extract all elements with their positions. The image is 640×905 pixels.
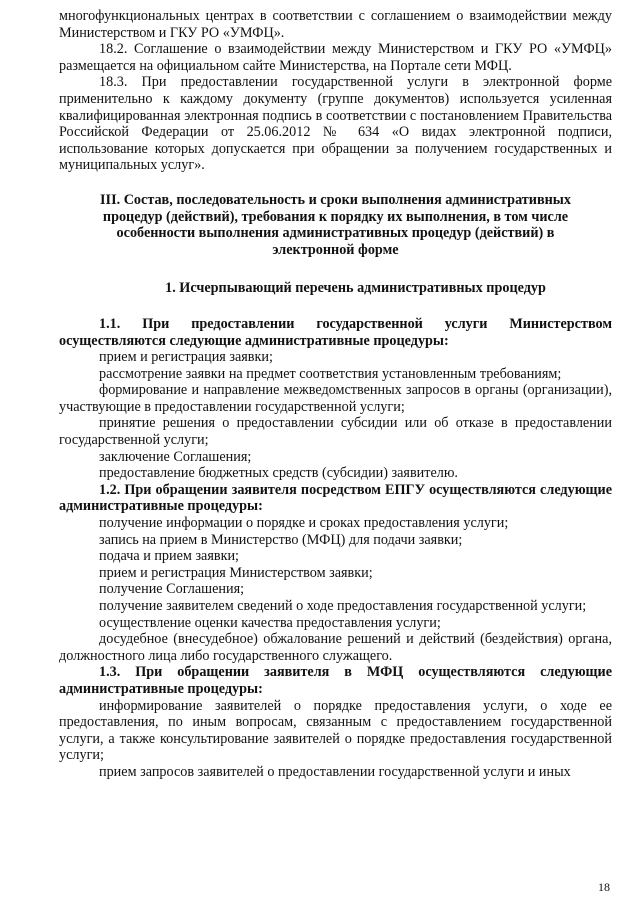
list-item: запись на прием в Министерство (МФЦ) для подачи заявки; (99, 531, 463, 548)
page-number: 18 (598, 880, 610, 894)
list-item: подача и прием заявки; (99, 548, 239, 565)
list-item: информирование заявителей о порядке предоставления услуги, о ходе ее предоставления, по иным вопросам, связанным с предоставлением государственной услуги, а также консультирование заявителей о порядке предоставления государственной услуги; (59, 697, 612, 764)
list-item: предоставление бюджетных средств (субсидии) заявителю. (99, 465, 458, 482)
subsection-title: 1. Исчерпывающий перечень административных процедур (165, 280, 546, 297)
list-item: рассмотрение заявки на предмет соответствия установленным требованиям; (99, 365, 562, 382)
clause-1-2-heading: 1.2. При обращении заявителя посредством ЕПГУ осуществляются следующие административные процедуры: (59, 481, 612, 515)
paragraph-18-2: 18.2. Соглашение о взаимодействии между Министерством и ГКУ РО «УМФЦ» размещается на официальном сайте Министерства, на Портале сети МФЦ. (59, 41, 612, 74)
list-item: принятие решения о предоставлении субсидии или об отказе в предоставлении государственной услуги; (59, 415, 612, 449)
paragraph-18-3: 18.3. При предоставлении государственной услуги в электронной форме применительно к каждому документу (группе документов) используется усиленная квалифицированная электронная подпись в соответствии с постановлением Правительства Российской Федерации от 25.06.2012 № 634 «О видах электронной подписи, использование которых допускается при обращении за получением государственных и муниципальных услуг». (59, 74, 612, 174)
paragraph-continuation: многофункциональных центрах в соответствии с соглашением о взаимодействии между Министерством и ГКУ РО «УМФЦ». (59, 8, 612, 41)
list-item: получение информации о порядке и сроках предоставления услуги; (99, 515, 509, 532)
document-page (59, 8, 612, 781)
clause-1-1-heading: 1.1. При предоставлении государственной услуги Министерством осуществляются следующие административные процедуры: (59, 315, 612, 349)
list-item: осуществление оценки качества предоставления услуги; (99, 614, 441, 631)
list-item: прием и регистрация Министерством заявки; (99, 564, 373, 581)
list-item: прием и регистрация заявки; (99, 349, 273, 366)
section-title: III. Состав, последовательность и сроки выполнения административных процедур (действий), требования к порядку их выполнения, в том числе особенности выполнения административных процедур (действий) в электронной форме (100, 191, 571, 258)
list-item: получение заявителем сведений о ходе предоставления государственной услуги; (99, 598, 587, 614)
list-item: получение Соглашения; (99, 581, 245, 598)
list-item: заключение Соглашения; (99, 448, 252, 465)
list-item: формирование и направление межведомственных запросов в органы (организации), участвующие в предоставлении государственной услуги; (59, 382, 612, 415)
list-item: досудебное (внесудебное) обжалование решений и действий (бездействия) органа, должностного лица либо государственного служащего. (59, 631, 612, 664)
list-item: прием запросов заявителей о предоставлении государственной услуги и иных (99, 763, 571, 780)
clause-1-3-heading: 1.3. При обращении заявителя в МФЦ осуществляются следующие административные процедуры: (59, 664, 612, 697)
